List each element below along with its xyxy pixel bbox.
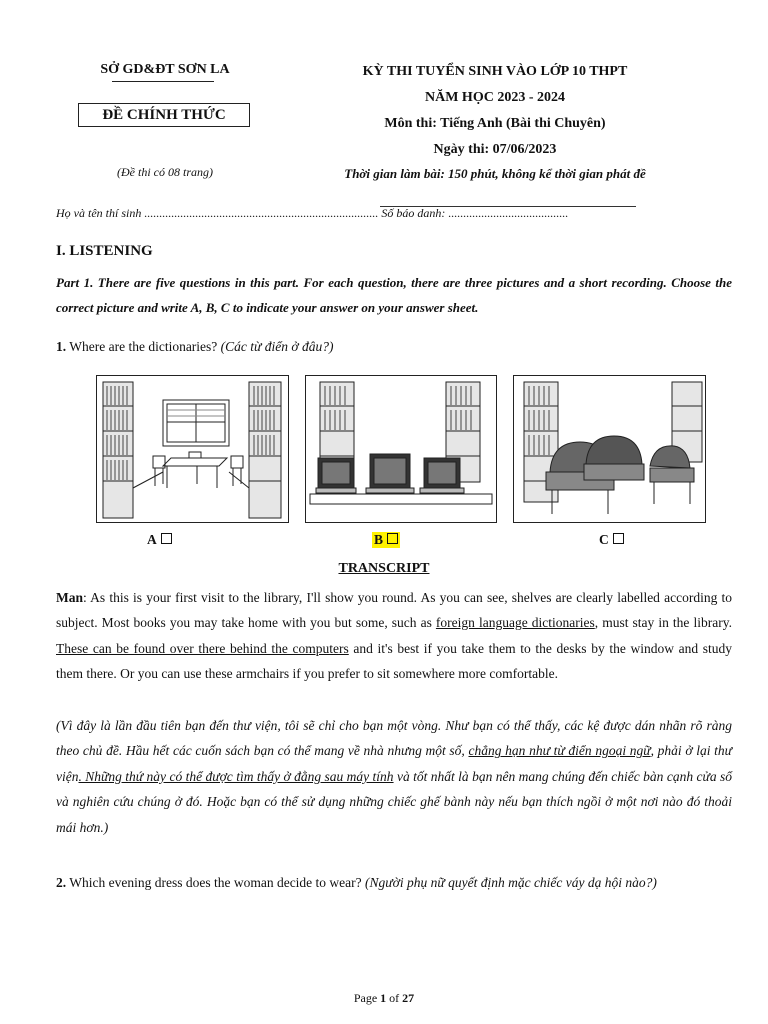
school-year: NĂM HỌC 2023 - 2024 [425, 90, 565, 105]
question-1-translation: (Các từ điển ở đâu?) [220, 339, 334, 354]
part1-instructions: Part 1. There are five questions in this part. For each question, there are three pictures and a short recording. Choose the correct picture and write A, B, C to indicate your answer on your answer sheet. [56, 275, 732, 315]
picture-c-armchairs [513, 375, 706, 523]
question-2-translation: (Người phụ nữ quyết định mặc chiếc váy dạ hội nào?) [365, 875, 657, 890]
option-c: C [599, 532, 624, 548]
picture-a-reading-room [96, 375, 289, 523]
question-2-number: 2. [56, 875, 67, 890]
question-2-text: Which evening dress does the woman decide to wear? [66, 875, 366, 890]
candidate-info-line [56, 206, 746, 221]
page-footer: Page 1 of 27 [353, 991, 415, 1005]
page-count-note: (Đề thi có 08 trang) [117, 165, 213, 179]
page-number: 1 [380, 991, 387, 1005]
underlined-answer-phrase: foreign language dictionaries [435, 615, 595, 631]
question-1-text: Where are the dictionaries? [66, 339, 221, 354]
exam-title: KỲ THI TUYỂN SINH VÀO LỚP 10 THPT [362, 64, 628, 79]
checkbox-icon [161, 533, 172, 544]
underlined-translation-phrase: chẳng hạn như từ điển ngoại ngữ [468, 743, 651, 759]
question-1-number: 1. [56, 339, 67, 354]
candidate-name-field: .............................................................................. [141, 206, 382, 220]
department-underline [112, 81, 214, 82]
transcript-english: Man: As this is your first visit to the library, I'll show you round. As you can see, shelves are clearly labelled according to subject. Most books you may take home with you but some, such as foreign language dictionaries, must stay in the library. These can be found over there behind the computers and it's best if you take them to the desks by the window and study them there. Or you can use these armchairs if you prefer to sit somewhere more comfortable. [56, 590, 732, 682]
department-name: SỞ GD&ĐT SƠN LA [100, 62, 230, 77]
official-exam-label: ĐỀ CHÍNH THỨC [78, 103, 250, 127]
speaker-label: Man [56, 590, 83, 605]
underlined-answer-phrase: These can be found over there behind the computers [56, 640, 349, 656]
candidate-name-label: Họ và tên thí sinh [56, 206, 142, 220]
candidate-number-label: Số báo danh: [381, 206, 446, 220]
underlined-translation-phrase: . Những thứ này có thể được tìm thấy ở đằng sau máy tính [78, 768, 394, 784]
exam-duration: Thời gian làm bài: 150 phút, không kể thời gian phát đề [344, 166, 646, 181]
exam-subject: Môn thi: Tiếng Anh (Bài thi Chuyên) [384, 116, 606, 131]
section-title: I. LISTENING [56, 243, 153, 259]
picture-b-computers [305, 375, 497, 523]
page-total: 27 [402, 991, 415, 1005]
candidate-number-field: ........................................ [445, 206, 569, 220]
checkbox-icon [387, 533, 398, 544]
transcript-vietnamese: (Vì đây là lần đầu tiên bạn đến thư viện, tôi sẽ chỉ cho bạn một vòng. Như bạn có thể thấy, các kệ được dán nhãn rõ ràng theo chủ đề. Hầu hết các cuốn sách bạn có thể mang về nhà nhưng một số, chẳng hạn như từ điển ngoại ngữ, phải ở lại thư viện. Những thứ này có thể được tìm thấy ở đằng sau máy tính và tốt nhất là bạn nên mang chúng đến chiếc bàn cạnh cửa sổ và nghiên cứu chúng ở đó. Hoặc bạn có thể sử dụng những chiếc ghế bành này nếu bạn thích ngồi ở một nơi nào đó thoải mái hơn.) [56, 718, 732, 835]
option-b-highlighted-answer: B [372, 532, 400, 548]
exam-date: Ngày thi: 07/06/2023 [433, 142, 557, 157]
option-a: A [147, 532, 172, 548]
question-2 [56, 870, 732, 895]
question-1 [56, 339, 333, 355]
transcript-heading: TRANSCRIPT [338, 561, 430, 576]
checkbox-icon [613, 533, 624, 544]
